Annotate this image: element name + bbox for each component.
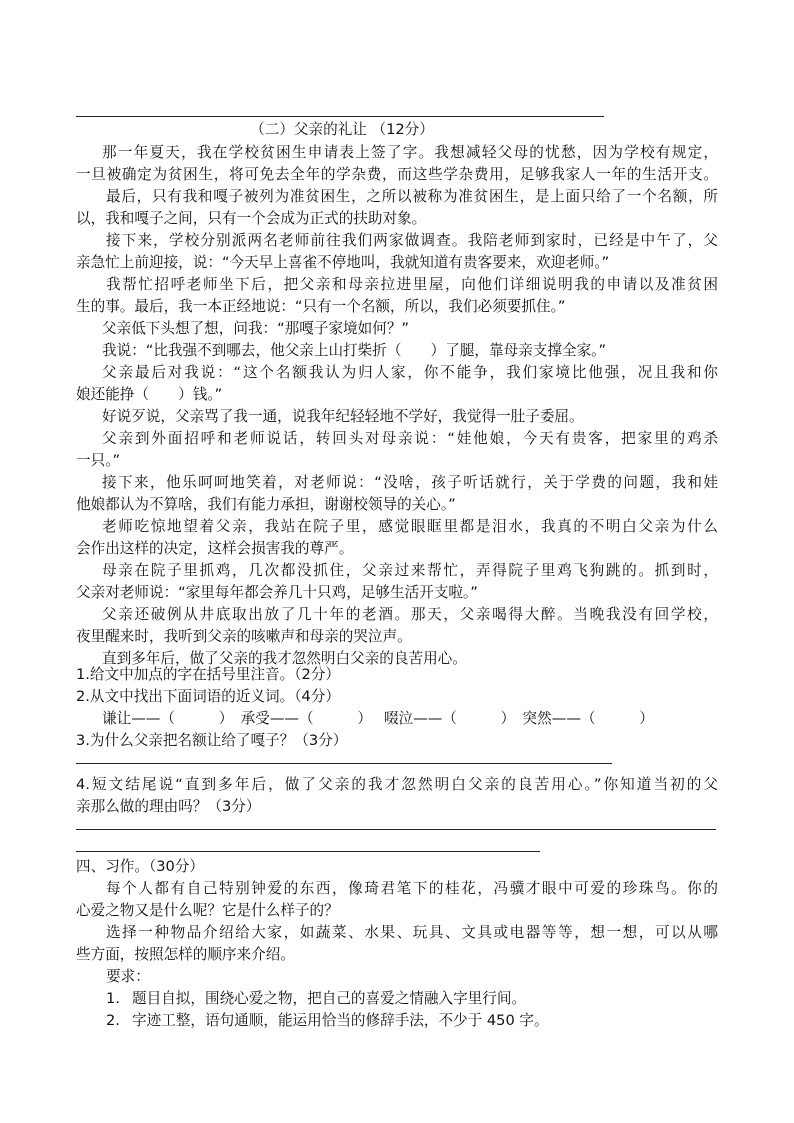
question-2-items: 谦让——（ ） 承受——（ ） 啜泣——（ ） 突然——（ ） xyxy=(102,710,654,727)
passage-line: 一旦被确定为贫困生，将可免去全年的学杂费，而这些学杂费用，足够我家人一年的生活开支。 xyxy=(76,166,718,183)
passage-line: 夜里醒来时，我听到父亲的咳嗽声和母亲的哭泣声。 xyxy=(76,628,412,645)
passage-line: 好说歹说，父亲骂了我一通，说我年纪轻轻地不学好，我觉得一肚子委屈。 xyxy=(102,408,584,425)
passage-line: 直到多年后，做了父亲的我才忽然明白父亲的良苦用心。 xyxy=(102,650,467,667)
passage-line: 他娘都认为不算啥，我们有能力承担，谢谢校领导的关心。” xyxy=(76,496,456,513)
passage-line: 娘还能挣（ ）钱。” xyxy=(76,386,223,403)
passage-line: 接下来，他乐呵呵地笑着，对老师说：“没啥，孩子听话就行，关于学费的问题，我和娃 xyxy=(102,474,718,491)
passage-line: 生的事。最后，我一本正经地说：“只有一个名额，所以，我们必须要抓住。” xyxy=(76,298,566,315)
requirement-1-text: 题目自拟，围绕心爱之物，把自己的喜爱之情融入字里行间。 xyxy=(132,990,527,1007)
question-4-line-1: 4.短文结尾说“直到多年后，做了父亲的我才忽然明白父亲的良苦用心。”你知道当初的父 xyxy=(76,776,718,793)
passage-line: 一只。” xyxy=(76,452,121,469)
passage-line: 那一年夏天，我在学校贫困生申请表上签了字。我想减轻父母的忧愁，因为学校有规定， xyxy=(102,144,718,161)
section-4-para-1-line-1: 每个人都有自己特别钟爱的东西，像琦君笔下的桂花，冯骥才眼中可爱的珍珠鸟。你的 xyxy=(106,880,718,897)
passage-line: 父亲对老师说：“家里每年都会养几十只鸡，足够生活开支啦。” xyxy=(76,584,478,601)
passage-line: 母亲在院子里抓鸡，几次都没抓住，父亲过来帮忙，弄得院子里鸡飞狗跳的。抓到时， xyxy=(102,562,718,579)
passage-line: 我帮忙招呼老师坐下后，把父亲和母亲拉进里屋，向他们详细说明我的申请以及准贫困 xyxy=(106,276,718,293)
top-divider xyxy=(76,116,604,117)
question-3: 3.为什么父亲把名额让给了嘎子？（3分） xyxy=(76,732,348,749)
answer-line-q3[interactable] xyxy=(76,763,612,764)
passage-line: 会作出这样的决定，这样会损害我的尊严。 xyxy=(76,540,354,557)
section-4-para-2-line-1: 选择一种物品介绍给大家，如蔬菜、水果、玩具、文具或电器等等，想一想，可以从哪 xyxy=(106,924,718,941)
passage-line: 亲急忙上前迎接，说：“今天早上喜雀不停地叫，我就知道有贵客要来，欢迎老师。” xyxy=(76,254,610,271)
section-4-title: 四、习作。（30分） xyxy=(76,858,205,875)
requirement-2-number: 2. xyxy=(106,1012,120,1029)
answer-line-q4-b[interactable] xyxy=(76,851,540,852)
passage-line: 父亲还破例从井底取出放了几十年的老酒。那天，父亲喝得大醉。当晚我没有回学校， xyxy=(102,606,718,623)
question-2: 2.从文中找出下面词语的近义词。（4分） xyxy=(76,688,341,705)
passage-line: 接下来，学校分别派两名老师前往我们两家做调查。我陪老师到家时，已经是中午了，父 xyxy=(106,232,718,249)
requirement-1-number: 1. xyxy=(106,990,120,1007)
requirement-2-text: 字迹工整，语句通顺，能运用恰当的修辞手法，不少于 450 字。 xyxy=(132,1012,549,1029)
passage-line: 老师吃惊地望着父亲，我站在院子里，感觉眼眶里都是泪水，我真的不明白父亲为什么 xyxy=(102,518,718,535)
requirements-label: 要求： xyxy=(106,968,150,985)
passage-line: 以，我和嘎子之间，只有一个会成为正式的扶助对象。 xyxy=(76,210,427,227)
section-title: （二）父亲的礼让 （12分） xyxy=(250,121,434,138)
passage-line: 父亲到外面招呼和老师说话，转回头对母亲说：“娃他娘，今天有贵客，把家里的鸡杀 xyxy=(102,430,718,447)
passage-line: 我说：“比我强不到哪去，他父亲上山打柴折（ ）了腿，靠母亲支撑全家。” xyxy=(102,342,607,359)
passage-line: 父亲低下头想了想，问我：“那嘎子家境如何？” xyxy=(102,320,409,337)
passage-line: 父亲最后对我说：“这个名额我认为归人家，你不能争，我们家境比他强，况且我和你 xyxy=(102,364,718,381)
question-1: 1.给文中加点的字在括号里注音。（2分） xyxy=(76,666,341,683)
answer-line-q4-a[interactable] xyxy=(76,829,716,830)
section-4-para-1-line-2: 心爱之物又是什么呢？它是什么样子的？ xyxy=(76,902,339,919)
passage-line: 最后，只有我和嘎子被列为准贫困生，之所以被称为准贫困生，是上面只给了一个名额，所 xyxy=(106,188,718,205)
question-4-line-2: 亲那么做的理由吗？（3分） xyxy=(76,798,261,815)
section-4-para-2-line-2: 些方面，按照怎样的顺序来介绍。 xyxy=(76,946,295,963)
